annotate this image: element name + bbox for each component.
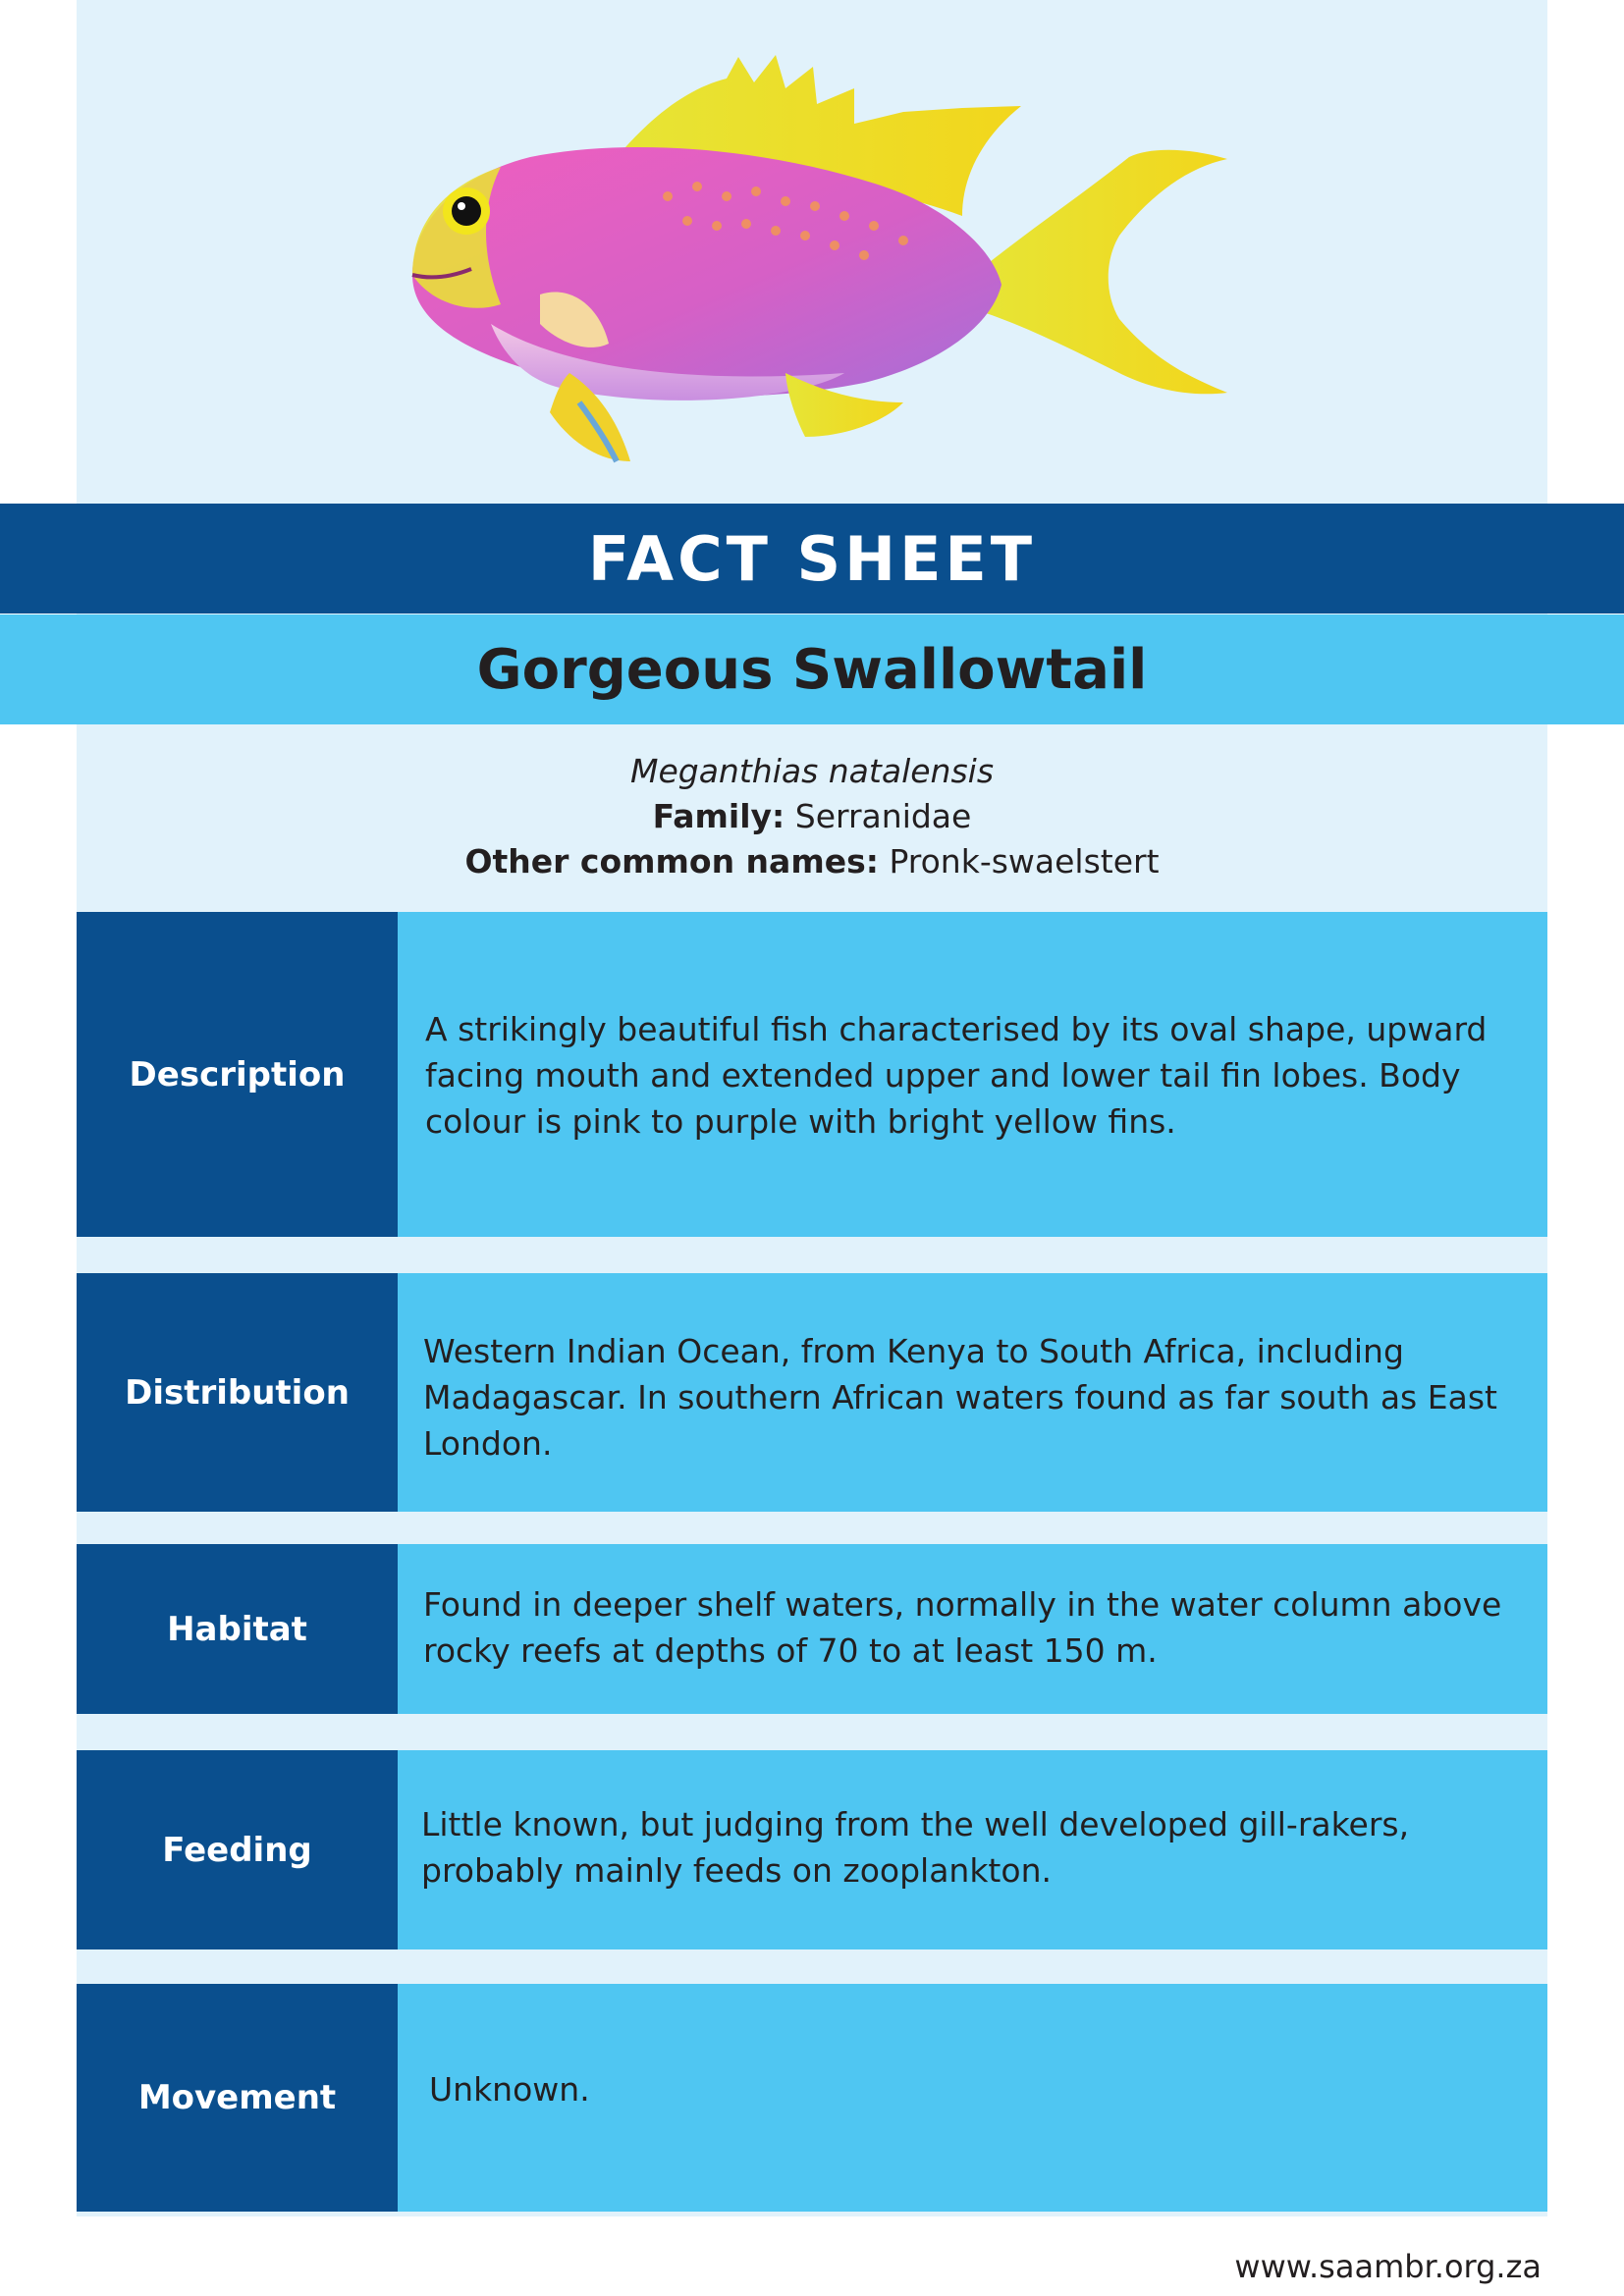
section-distribution	[77, 1273, 1547, 1512]
section-habitat	[77, 1544, 1547, 1714]
fact-sheet-banner	[0, 504, 1624, 614]
section-text: Found in deeper shelf waters, normally in the water column above rocky reefs at depths of 70 to at least 150 m.	[398, 1544, 1547, 1714]
section-label: Feeding	[77, 1750, 398, 1949]
section-feeding	[77, 1750, 1547, 1949]
family-value: Serranidae	[794, 797, 972, 835]
scientific-name: Meganthias natalensis	[629, 752, 995, 790]
section-text: Western Indian Ocean, from Kenya to South Africa, including Madagascar. In southern African waters found as far south as East London.	[398, 1273, 1547, 1512]
section-description	[77, 912, 1547, 1237]
section-text: Unknown.	[398, 1984, 1547, 2212]
section-movement	[77, 1984, 1547, 2212]
footer-url[interactable]: www.saambr.org.za	[1234, 2248, 1542, 2285]
other-names-line	[77, 842, 1547, 881]
family-line	[77, 797, 1547, 835]
section-label: Distribution	[77, 1273, 398, 1512]
other-names-value: Pronk-swaelstert	[889, 842, 1160, 881]
section-label: Habitat	[77, 1544, 398, 1714]
swallowtail-fish-illustration	[373, 49, 1237, 491]
species-title-bar	[0, 614, 1624, 724]
fish-image	[373, 49, 1237, 491]
species-common-name: Gorgeous Swallowtail	[476, 637, 1148, 702]
section-label: Movement	[77, 1984, 398, 2212]
section-text: A strikingly beautiful fish characterised by its oval shape, upward facing mouth and extended upper and lower tail fin lobes. Body colour is pink to purple with bright yellow fins.	[398, 912, 1547, 1237]
banner-title: FACT SHEET	[587, 522, 1037, 595]
family-label: Family:	[652, 797, 785, 835]
section-text: Little known, but judging from the well developed gill-rakers, probably mainly feeds on zooplankton.	[398, 1750, 1547, 1949]
section-label: Description	[77, 912, 398, 1237]
other-names-label: Other common names:	[464, 842, 879, 881]
